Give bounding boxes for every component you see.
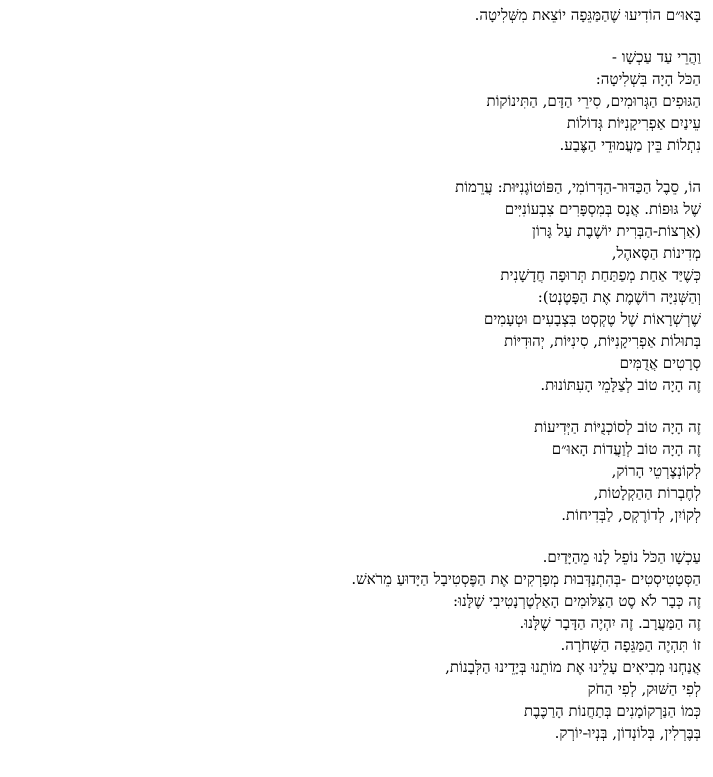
stanza-3 [11, 176, 701, 396]
poem-line: הַכֹּל הָיָה בִּשְׁלִיטָה: [595, 70, 701, 88]
poem-line: וְהַשְּׁנִיָּה רוֹשֶׁמֶת אֶת הַפָּטֶנְט): [537, 288, 701, 306]
poem-line: אֲנַחְנוּ מְבִיאִים עָלֵינוּ אֶת מוֹתֵנוּ בְּיָדֵינוּ הַלְּבָנוֹת, [445, 658, 701, 676]
poem-line: וַהֲרֵי עַד עַכְשָׁו - [611, 48, 701, 66]
poem-line: הַסְּטָטִיסְטִים -בְּהִתְנַדְּבוּת מְפָרְקִים אֶת הַפֶּסְטִיבָל הַיָּדוּעַ מֵרֹאשׁ. [351, 570, 701, 588]
poem-line: לְקוֹיִן, לְדוֹרֶקְס, לַבְּדִיחוֹת. [561, 506, 701, 524]
poem-line: לְפִי הַשּׁוּק, לְפִי הַחֹק [587, 680, 701, 698]
poem-line: שֶׁל גּוּפוֹת. אֲנָס בְּמִסְפָּרִים צִבְעוֹנִיִּים [504, 200, 701, 218]
poem-line: סְרָטִים אֲדֻמִּים [619, 354, 701, 372]
stanza-4 [11, 416, 701, 526]
poem-line: זוֹ תִּהְיֶה הַמַּגֵּפָה הַשְּׁחֹרָה. [560, 636, 701, 654]
poem-line: לְקוֹנְצֶרְטֵי הָרוֹק, [611, 462, 701, 480]
poem-line: עֵינַיִם אַפְרִיקָנִיּוֹת גְּדוֹלוֹת [566, 114, 701, 132]
poem-line: בָּאוּ״ם הוֹדִיעוּ שֶׁהַמַּגֵּפָה יוֹצֵאת מִשְּׁלִיטָה. [474, 6, 701, 24]
poem-line: זֶה הַמַּעֲרָב. זֶה יִהְיֶה הַדָּבָר שֶׁלָּנוּ. [519, 614, 701, 632]
poem [11, 4, 701, 764]
poem-line: כְּשֶׁיַּד אַחַת מְפַתַּחַת תְּרוּפָה חֲדָשָׁנִית [500, 266, 701, 284]
poem-line: הַגּוּפִים הַגְּרוּמִים, סִירֵי הַדָּם, הַתִּינוֹקוֹת [486, 92, 701, 110]
poem-line: הוֹ, סֵבֶל הַכַּדּוּר-הַדְּרוֹמִי, הַפּוֹטוֹגֶנִיּוּת: עֲרֵמוֹת [455, 178, 701, 196]
stanza-1 [11, 4, 701, 26]
stanza-2 [11, 46, 701, 156]
poem-line: זֶה הָיָה טוֹב לְוַעֲדוֹת הָאוּ״ם [551, 440, 701, 458]
stanza-5 [11, 546, 701, 744]
poem-line: שֶׁרְשְׁרָאוֹת שֶׁל טֶקְסְט בִּצְבָעִים וּטְעָמִים [483, 310, 701, 328]
poem-line: עַכְשָׁו הַכֹּל נוֹפֵל לָנוּ מֵהַיָּדַיִם. [542, 548, 701, 566]
poem-line: מְדִינוֹת הַסָּאהֶל, [611, 244, 701, 262]
poem-line: (אַרְצוֹת-הַבְּרִית יוֹשֶׁבֶת עַל גָּרוֹן [532, 222, 701, 240]
poem-line: בְּבֶּרְלִין, בְּלוֹנְדוֹן, בְּנְיוּ-יוֹרְק. [554, 724, 701, 742]
poem-line: זֶה כְּבָר לֹא סֶט הַצִּלּוּמִים הָאַלְטֶרְנָטִיבִי שֶׁלָּנוּ: [453, 592, 701, 610]
poem-line: זֶה הָיָה טוֹב לְצַלָּמֵי הָעִתּוֹנוּת. [540, 376, 701, 394]
poem-line: זֶה הָיָה טוֹב לְסוֹכְנֻיּוֹת הַיְּדִיעוֹת [534, 418, 701, 436]
poem-line: בְּתוּלוֹת אַפְרִיקָנִיּוֹת, סִינִיּוֹת, יְהוּדִיּוֹת [504, 332, 701, 350]
poem-line: כְּמוֹ הַנַּרְקוֹמָנִים בְּתַחֲנוֹת הָרַכֶּבֶת [524, 702, 701, 720]
poem-line: נִתְלוֹת בֵּין מַעֲמוּדֵי הַצֶּבַע. [559, 136, 701, 154]
poem-line: לְחֶבְרוֹת הַהַקְלָטוֹת, [593, 484, 701, 502]
